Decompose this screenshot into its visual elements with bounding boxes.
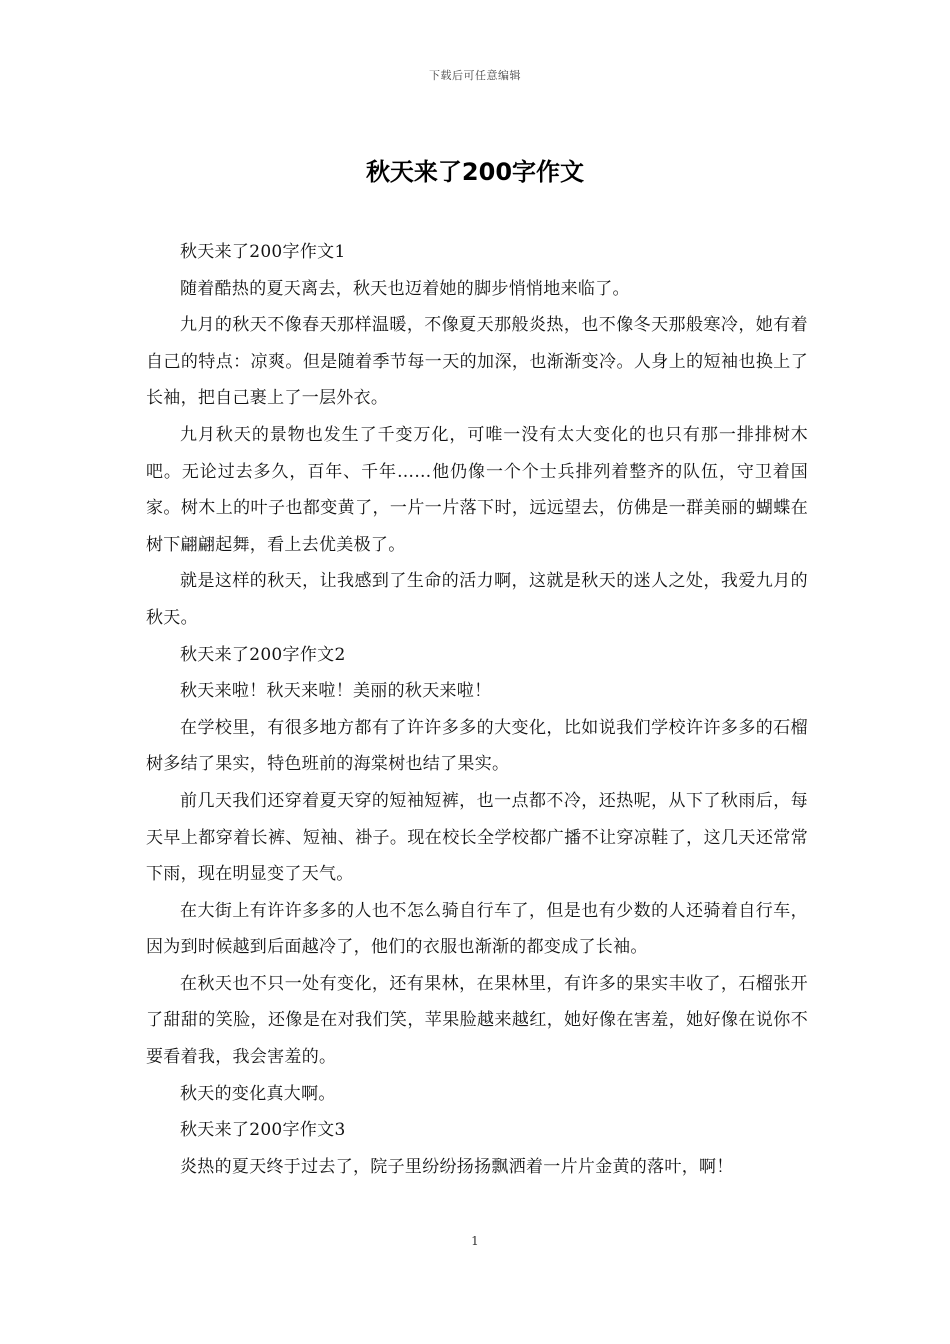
paragraph: 炎热的夏天终于过去了，院子里纷纷扬扬飘洒着一片片金黄的落叶，啊！ xyxy=(180,1156,734,1177)
paragraph: 就是这样的秋天，让我感到了生命的活力啊，这就是秋天的迷人之处，我爱九月的秋天。 xyxy=(146,571,808,628)
paragraph: 在学校里，有很多地方都有了许许多多的大变化，比如说我们学校许许多多的石榴树多结了果实，特色班前的海棠树也结了果实。 xyxy=(146,717,808,775)
paragraph: 随着酷热的夏天离去，秋天也迈着她的脚步悄悄地来临了。 xyxy=(180,278,630,299)
paragraph: 秋天的变化真大啊。 xyxy=(180,1083,336,1104)
document-body xyxy=(146,234,808,1185)
paragraph-heading-3: 秋天来了200字作文3 xyxy=(180,1120,346,1141)
paragraph-heading-1: 秋天来了200字作文1 xyxy=(180,242,346,262)
document-title: 秋天来了200字作文 xyxy=(365,158,585,186)
paragraph-heading-2: 秋天来了200字作文2 xyxy=(180,644,346,665)
page-header-note: 下载后可任意编辑 xyxy=(429,69,521,82)
paragraph: 秋天来啦！秋天来啦！美丽的秋天来啦！ xyxy=(180,681,492,702)
paragraph: 九月秋天的景物也发生了千变万化，可唯一没有太大变化的也只有那一排排树木吧。无论过去多久，百年、千年……他仍像一个个士兵排列着整齐的队伍，守卫着国家。树木上的叶子也都变黄了，一片一片落下时，远远望去，仿佛是一群美丽的蝴蝶在树下翩翩起舞，看上去优美极了。 xyxy=(146,424,808,555)
paragraph: 在大街上有许许多多的人也不怎么骑自行车了，但是也有少数的人还骑着自行车，因为到时候越到后面越冷了，他们的衣服也渐渐的都变成了长袖。 xyxy=(146,900,808,958)
paragraph: 在秋天也不只一处有变化，还有果林，在果林里，有许多的果实丰收了，石榴张开了甜甜的笑脸，还像是在对我们笑，苹果脸越来越红，她好像在害羞，她好像在说你不要看着我，我会害羞的。 xyxy=(146,973,808,1068)
paragraph: 前几天我们还穿着夏天穿的短袖短裤，也一点都不冷，还热呢，从下了秋雨后，每天早上都穿着长裤、短袖、褂子。现在校长全学校都广播不让穿凉鞋了，这几天还常常下雨，现在明显变了天气。 xyxy=(146,790,808,885)
page-number: 1 xyxy=(471,1234,479,1248)
paragraph: 九月的秋天不像春天那样温暖，不像夏天那般炎热，也不像冬天那般寒冷，她有着自己的特点：凉爽。但是随着季节每一天的加深，也渐渐变冷。人身上的短袖也换上了长袖，把自己裹上了一层外衣。 xyxy=(146,315,808,409)
